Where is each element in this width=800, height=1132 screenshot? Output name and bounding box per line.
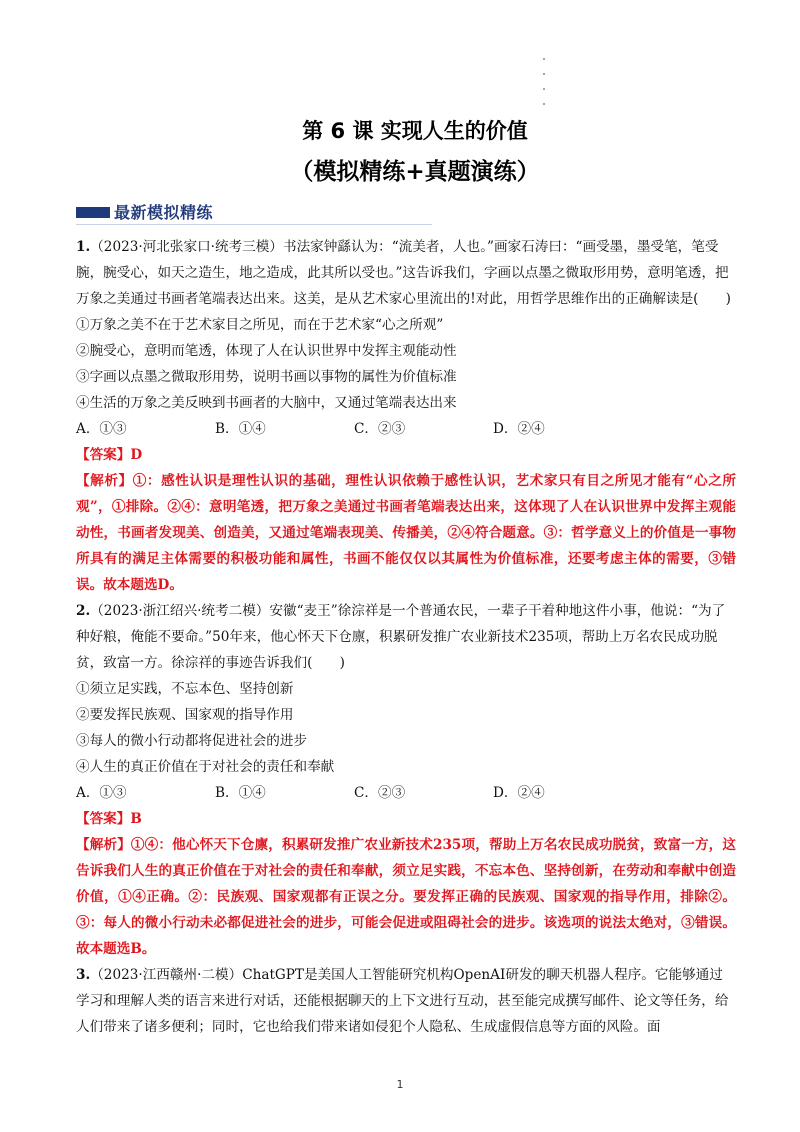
question-2-item: ②要发挥民族观、国家观的指导作用 bbox=[76, 707, 294, 723]
question-1-explanation: 【解析】①：感性认识是理性认识的基础，理性认识依赖于感性认识，艺术家只有目之所见才能有“心之所观”，①排除。②④：意明笔透，把万象之美通过书画者笔端表达出来，这体现了人在认识世界中发挥主观能动性，书画者发现美、创造美，又通过笔端表现美、传播美，②④符合题意。③：哲学意义上的价值是一事物所具有的满足主体需要的积极功能和属性，书画不能仅仅以其属性为价值标准，还要考虑主体的需要，③错误。故本题选D。 bbox=[76, 473, 736, 593]
option-a: A．①③ bbox=[76, 785, 127, 801]
question-number: 1. bbox=[76, 239, 91, 255]
question-text: （2023·河北张家口·统考三模）书法家钟繇认为：“流美者，人也。”画家石涛曰：“画受墨，墨受笔，笔受腕，腕受心，如天之造生，地之造成，此其所以受也。”这告诉我们，字画以点墨之微取形用势，意明笔透，把万象之美通过书画者笔端表达出来。这美，是从艺术家心里流出的!对此，用哲学思维作出的正确解读是( ) bbox=[76, 239, 731, 307]
lesson-subtitle: （模拟精练+真题演练） bbox=[290, 159, 540, 185]
question-1-answer: 【答案】D bbox=[76, 447, 143, 463]
page-number: 1 bbox=[396, 1078, 404, 1091]
option-b: B．①④ bbox=[215, 785, 266, 801]
question-content bbox=[76, 234, 736, 1040]
section-title: 最新模拟精练 bbox=[114, 203, 214, 222]
question-number: 3. bbox=[76, 967, 91, 983]
option-a: A．①③ bbox=[76, 421, 127, 437]
section-bar-icon bbox=[76, 207, 110, 218]
question-1-stem bbox=[76, 234, 736, 312]
option-d: D．②④ bbox=[493, 421, 545, 437]
question-2-options bbox=[76, 780, 736, 806]
question-2-item: ③每人的微小行动都将促进社会的进步 bbox=[76, 733, 308, 749]
option-d: D．②④ bbox=[493, 785, 545, 801]
question-1-item: ④生活的万象之美反映到书画者的大脑中，又通过笔端表达出来 bbox=[76, 395, 457, 411]
question-2-explanation: 【解析】①④：他心怀天下仓廪，积累研发推广农业新技术235项，帮助上万名农民成功脱贫，致富一方，这告诉我们人生的真正价值在于对社会的责任和奉献，须立足实践，不忘本色、坚持创新，在劳动和奉献中创造价值，①④正确。②：民族观、国家观都有正误之分。要发挥正确的民族观、国家观的指导作用，排除②。③：每人的微小行动未必都促进社会的进步，可能会促进或阻碍社会的进步。该选项的说法太绝对，③错误。故本题选B。 bbox=[76, 837, 736, 957]
question-2-item: ④人生的真正价值在于对社会的责任和奉献 bbox=[76, 759, 335, 775]
question-2-stem bbox=[76, 598, 736, 676]
question-text: （2023·浙江绍兴·统考二模）安徽“麦王”徐淙祥是一个普通农民，一辈子干着种地这件小事，他说：“为了种好粮，俺能不要命。”50年来，他心怀天下仓廪，积累研发推广农业新技术235项，帮助上万名农民成功脱贫，致富一方。徐淙祥的事迹告诉我们( ) bbox=[76, 603, 726, 671]
option-c: C．②③ bbox=[354, 421, 406, 437]
margin-dots bbox=[543, 58, 547, 118]
question-1-item: ③字画以点墨之微取形用势，说明书画以事物的属性为价值标准 bbox=[76, 369, 457, 385]
question-number: 2. bbox=[76, 603, 91, 619]
lesson-title: 第 6 课 实现人生的价值 bbox=[302, 119, 528, 143]
question-1-item: ②腕受心，意明而笔透，体现了人在认识世界中发挥主观能动性 bbox=[76, 343, 457, 359]
section-header bbox=[76, 200, 432, 225]
question-3-stem bbox=[76, 962, 736, 1040]
question-2-answer: 【答案】B bbox=[76, 811, 142, 827]
question-1-options bbox=[76, 416, 736, 442]
option-c: C．②③ bbox=[354, 785, 406, 801]
question-1-item: ①万象之美不在于艺术家目之所见，而在于艺术家“心之所观” bbox=[76, 317, 444, 333]
question-text: （2023·江西赣州·二模）ChatGPT是美国人工智能研究机构OpenAI研发的聊天机器人程序。它能够通过学习和理解人类的语言来进行对话，还能根据聊天的上下文进行互动，甚至能完成撰写邮件、论文等任务，给人们带来了诸多便利；同时，它也给我们带来诸如侵犯个人隐私、生成虚假信息等方面的风险。面 bbox=[76, 967, 729, 1035]
option-b: B．①④ bbox=[215, 421, 266, 437]
question-2-item: ①须立足实践，不忘本色、坚持创新 bbox=[76, 681, 294, 697]
